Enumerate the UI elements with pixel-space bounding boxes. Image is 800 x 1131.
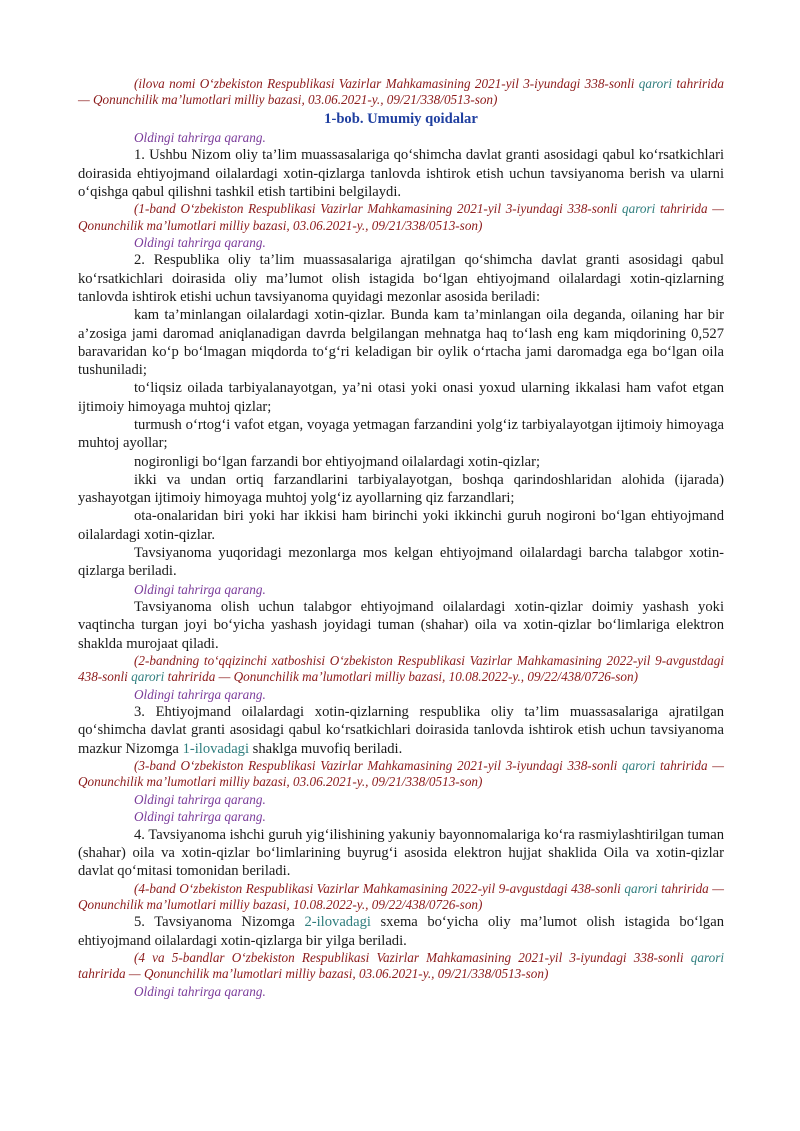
criterion-2: to‘liqsiz oilada tarbiyalanayotgan, ya’ni otasi yoki onasi yoxud ularning ikkalasi ham vafot etgan ijtimoiy himoyaga muhtoj qizlar; (78, 380, 724, 415)
resolution-link[interactable]: qarori (690, 950, 724, 965)
paragraph-5: 5. Tavsiyanoma Nizomga 2-ilovadagi sxema bo‘yicha oliy ma’lumot olish istagida bo‘lgan ehtiyojmand oilalardagi xotin-qizlarga bir yilga beriladi. (78, 914, 724, 949)
previous-edition-link[interactable]: Oldingi tahrirga qarang. (134, 234, 266, 250)
resolution-link[interactable]: qarori (622, 201, 656, 217)
criterion-1: kam ta’minlangan oilalardagi xotin-qizlar. Bunda kam ta’minlangan oila deganda, oilaning har bir a’zosiga jami daromad aniqlanadigan davrda belgilangan mehnatga haq to‘lash eng kam miqdorining 0,527 baravaridan ko‘p bo‘lmagan miqdorda to‘g‘ri keladigan bir oylik o‘rtacha jami daromadga ega bo‘lgan oila tushuniladi; (78, 307, 724, 379)
resolution-link[interactable]: qarori (622, 758, 656, 774)
criterion-6: ota-onalaridan biri yoki har ikkisi ham birinchi yoki ikkinchi guruh nogironi bo‘lgan ehtiyojmand oilalardagi xotin-qizlar. (78, 508, 724, 543)
criterion-3: turmush o‘rtog‘i vafot etgan, voyaga yetmagan farzandini yolg‘iz tarbiyalayotgan ijtimoiy himoyaga muhtoj ayollar; (78, 417, 724, 452)
amendment-note: (3-band O‘zbekiston Respublikasi Vazirlar Mahkamasining 2021-yil 3-iyundagi 338-sonli qarori tahririda — Qonunchilik ma’lumotlari milliy bazasi, 03.06.2021-y., 09/21/338/0513-son) (78, 758, 724, 790)
previous-edition-link[interactable]: Oldingi tahrirga qarang. (134, 809, 266, 825)
resolution-link[interactable]: qarori (624, 880, 658, 896)
amendment-note: (4-band O‘zbekiston Respublikasi Vazirlar Mahkamasining 2022-yil 9-avgustdagi 438-sonli qarori tahririda — Qonunchilik ma’lumotlari milliy bazasi, 10.08.2022-y., 09/22/438/0726-son) (78, 880, 724, 912)
annex-2-link[interactable]: 2-ilovadagi (304, 914, 371, 931)
chapter-title: 1-bob. Umumiy qoidalar (324, 110, 478, 127)
annex-1-link[interactable]: 1-ilovadagi (182, 740, 250, 757)
previous-edition-link[interactable]: Oldingi tahrirga qarang. (134, 791, 266, 807)
paragraph-2: 2. Respublika oliy ta’lim muassasalariga ajratilgan qo‘shimcha davlat granti asosidagi qabul ko‘rsatkichlari doirasida oliy ma’lumot olish istagida bo‘lgan ehtiyojmand oilalardagi xotin-qizlarning tanlovda ishtirok etishi uchun tavsiyanoma quyidagi mezonlar asosida beriladi: (78, 252, 724, 305)
amendment-note: (1-band O‘zbekiston Respublikasi Vazirlar Mahkamasining 2021-yil 3-iyundagi 338-sonli qarori tahririda — Qonunchilik ma’lumotlari milliy bazasi, 03.06.2021-y., 09/21/338/0513-son) (78, 201, 724, 233)
resolution-link[interactable]: qarori (638, 76, 673, 91)
amendment-note: (4 va 5-bandlar O‘zbekiston Respublikasi Vazirlar Mahkamasining 2021-yil 3-iyundagi 338-sonli qarori tahririda — Qonunchilik ma’lumotlari milliy bazasi, 03.06.2021-y., 09/21/338/0513-son) (78, 950, 724, 982)
previous-edition-link[interactable]: Oldingi tahrirga qarang. (134, 129, 266, 145)
criterion-4: nogironligi bo‘lgan farzandi bor ehtiyojmand oilalardagi xotin-qizlar; (134, 453, 541, 470)
resolution-link[interactable]: qarori (131, 669, 165, 685)
criterion-5: ikki va undan ortiq farzandlarini tarbiyalayotgan, boshqa qarindoshlaridan alohida (ijarada) yashayotgan ijtimoiy himoyaga muhtoj yolg‘iz ayollarning qiz farzandlari; (78, 471, 724, 507)
amendment-note: (ilova nomi O‘zbekiston Respublikasi Vazirlar Mahkamasining 2021-yil 3-iyundagi 338-sonli qarori tahririda — Qonunchilik ma’lumotlari milliy bazasi, 03.06.2021-y., 09/21/338/0513-son) (78, 76, 724, 108)
document-page (78, 76, 724, 1000)
paragraph-1: 1. Ushbu Nizom oliy ta’lim muassasalariga qo‘shimcha davlat granti asosidagi qabul ko‘rsatkichlari doirasida ehtiyojmand oilalardagi xotin-qizlarga tanlovda ishtirok etish uchun tavsiyanoma berish va ularni o‘qishga qabul qilishni tashkil etish tartibini belgilaydi. (78, 147, 724, 200)
paragraph-4: 4. Tavsiyanoma ishchi guruh yig‘ilishining yakuniy bayonnomalariga ko‘ra rasmiylashtirilgan tuman (shahar) oila va xotin-qizlar bo‘limlarining buyrug‘i asosida elektron hujjat shaklida Oila va xotin-qizlar davlat qo‘mitasi tomonidan beriladi. (78, 826, 724, 880)
previous-edition-link[interactable]: Oldingi tahrirga qarang. (134, 581, 266, 597)
previous-edition-link[interactable]: Oldingi tahrirga qarang. (134, 983, 266, 999)
paragraph-2-application: Tavsiyanoma olish uchun talabgor ehtiyojmand oilalardagi xotin-qizlar doimiy yashash yoki vaqtincha turgan joyi bo‘yicha yashash joyidagi tuman (shahar) oila va xotin-qizlar bo‘limlariga elektron shaklda murojaat qiladi. (78, 599, 724, 652)
paragraph-3: 3. Ehtiyojmand oilalardagi xotin-qizlarning respublika oliy ta’lim muassasalariga ajratilgan qo‘shimcha davlat granti asosidagi qabul ko‘rsatkichlari doirasida tanlovda ishtirok etish uchun tavsiyanoma mazkur Nizomga 1-ilovadagi shaklga muvofiq beriladi. (78, 704, 724, 757)
previous-edition-link[interactable]: Oldingi tahrirga qarang. (134, 686, 266, 702)
paragraph-2-recommendation: Tavsiyanoma yuqoridagi mezonlarga mos kelgan ehtiyojmand oilalardagi barcha talabgor xotin-qizlarga beriladi. (78, 545, 724, 580)
amendment-note: (2-bandning to‘qqizinchi xatboshisi O‘zbekiston Respublikasi Vazirlar Mahkamasining 2022-yil 9-avgustdagi 438-sonli qarori tahririda — Qonunchilik ma’lumotlari milliy bazasi, 10.08.2022-y., 09/22/438/0726-son) (78, 652, 724, 685)
